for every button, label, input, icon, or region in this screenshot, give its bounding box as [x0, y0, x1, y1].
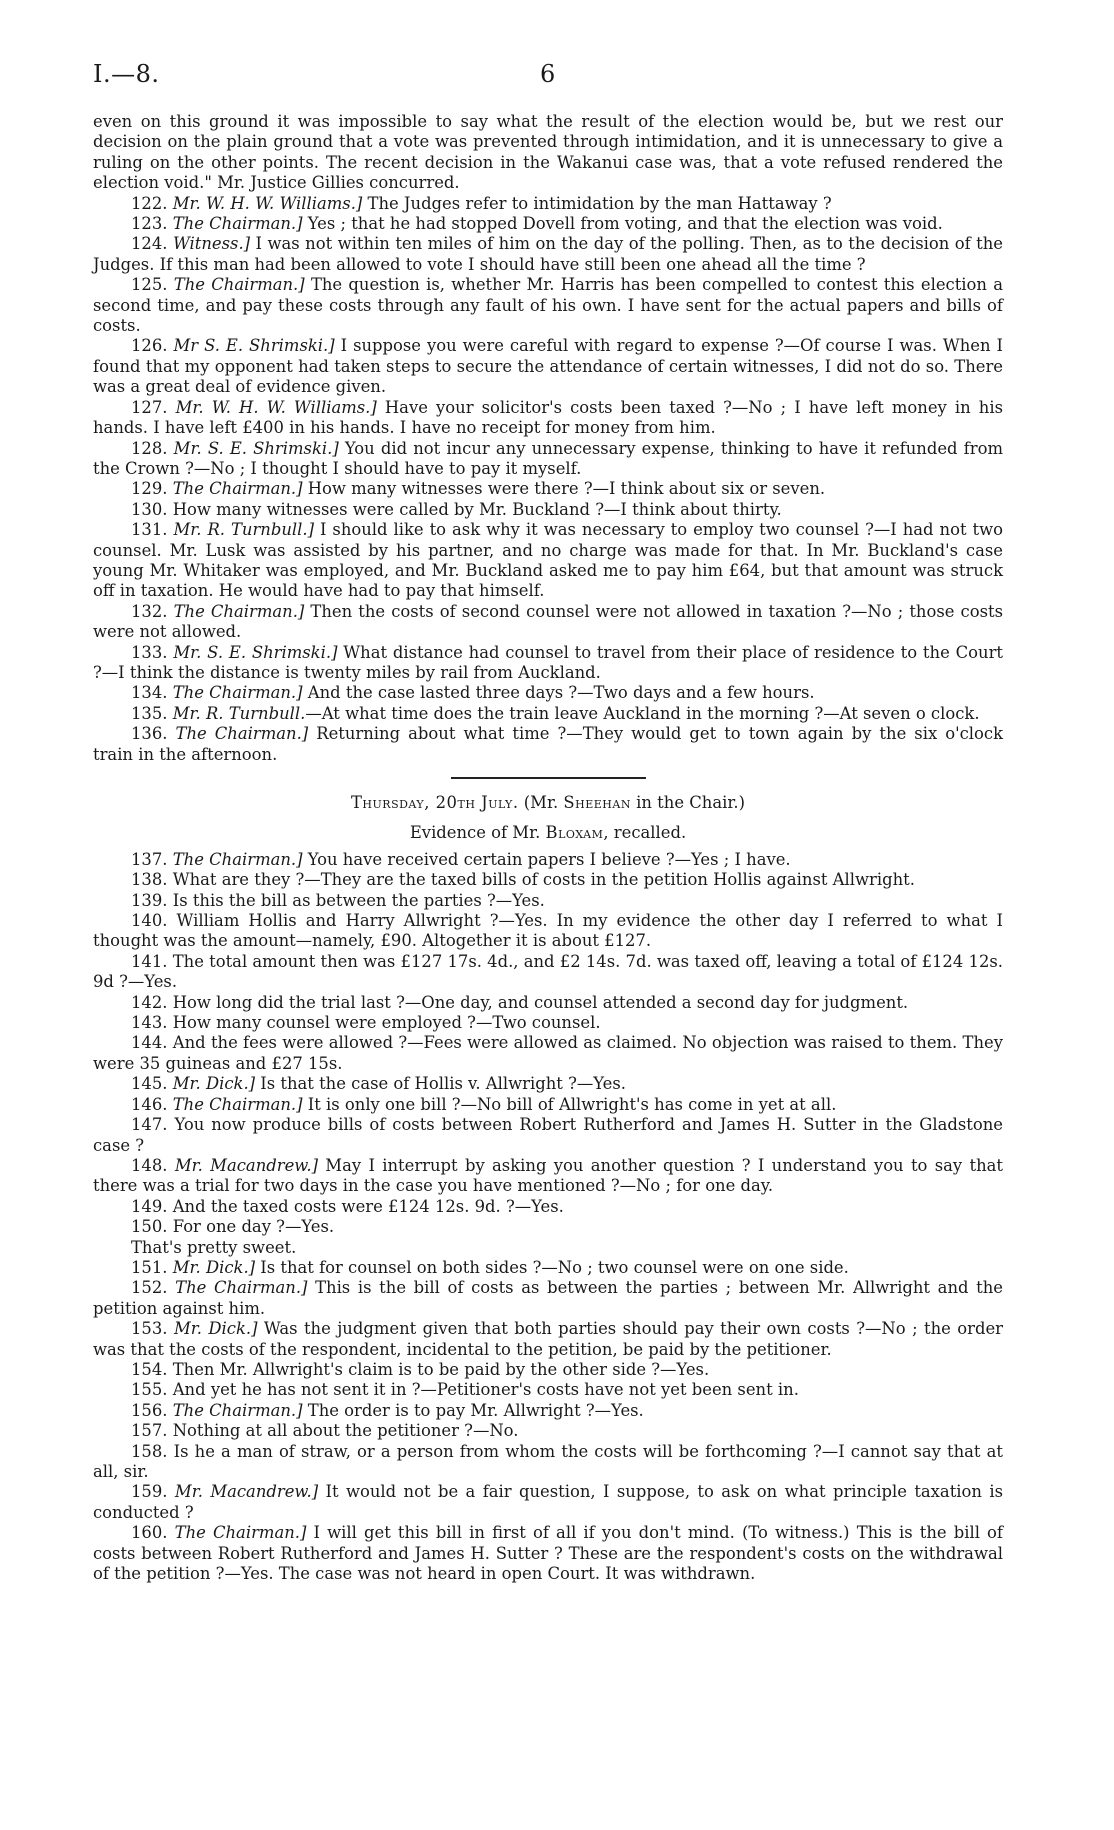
- evidence-suffix: , recalled.: [603, 823, 687, 843]
- speaker: Mr. W. H. W. Williams.]: [175, 397, 377, 417]
- evidence-paragraph: [93, 336, 1003, 397]
- question-number: 153.: [131, 1319, 168, 1339]
- evidence-paragraph: [93, 1258, 1003, 1278]
- question-number: 158.: [131, 1441, 168, 1461]
- evidence-paragraph: [93, 1156, 1003, 1197]
- evidence-paragraph: [93, 1278, 1003, 1319]
- paragraph-text: I suppose you were careful with regard to expense ?—Of course I was. When I found that my opponent had taken steps to secure the attendance of certain witnesses, I did not do so. There was a great deal of evidence given.: [93, 336, 1004, 397]
- question-number: 140.: [131, 911, 168, 931]
- question-number: 152.: [131, 1278, 168, 1298]
- date-day: Thursday: [351, 793, 425, 812]
- speaker: The Chairman.]: [172, 1400, 303, 1420]
- evidence-paragraph: [93, 993, 1003, 1013]
- evidence-paragraph: [93, 850, 1003, 870]
- speaker: The Chairman.]: [172, 683, 303, 703]
- evidence-paragraph: [93, 952, 1003, 993]
- evidence-paragraph: [93, 870, 1003, 890]
- question-number: 127.: [131, 397, 168, 417]
- evidence-paragraph: [93, 234, 1003, 275]
- evidence-heading: [93, 823, 1003, 843]
- evidence-paragraph: [93, 1401, 1003, 1421]
- evidence-paragraph: [93, 1421, 1003, 1441]
- paragraph-text: How many witnesses were called by Mr. Buckland ?—I think about thirty.: [172, 499, 782, 519]
- question-number: 138.: [131, 870, 168, 890]
- paragraph-text: That's pretty sweet.: [131, 1237, 297, 1257]
- paragraph-text: You now produce bills of costs between Robert Rutherford and James H. Sutter in the Gladstone case ?: [93, 1115, 1003, 1155]
- question-number: 157.: [131, 1421, 168, 1441]
- speaker: Mr. S. E. Shrimski.]: [173, 438, 339, 458]
- evidence-paragraph: [93, 479, 1003, 499]
- question-number: 147.: [131, 1115, 168, 1135]
- speaker: Mr S. E. Shrimski.]: [173, 336, 335, 356]
- question-number: 124.: [131, 234, 168, 254]
- evidence-paragraph: [93, 1319, 1003, 1360]
- question-number: 133.: [131, 642, 168, 662]
- evidence-paragraph: [93, 1095, 1003, 1115]
- paragraph-text: The order is to pay Mr. Allwright ?—Yes.: [302, 1400, 644, 1420]
- question-number: 132.: [131, 601, 168, 621]
- evidence-block-1: [93, 194, 1003, 765]
- paragraph-text: I should like to ask why it was necessary to employ two counsel ?—I had not two counsel. Mr. Lusk was assisted by his partner, and no charge was made for that. In Mr. Buckland's case young Mr. Whitaker was employed, and Mr. Buckland asked me to pay him £64, but that amount was struck off in taxation. He would have had to pay that himself.: [93, 520, 1003, 601]
- evidence-paragraph: [93, 398, 1003, 439]
- speaker: The Chairman.]: [173, 601, 305, 621]
- question-number: 126.: [131, 336, 168, 356]
- evidence-paragraph: [93, 1033, 1003, 1074]
- question-number: 154.: [131, 1359, 168, 1379]
- paragraph-text: And the case lasted three days ?—Two days and a few hours.: [302, 683, 815, 703]
- paragraph-text: What distance had counsel to travel from their place of residence to the Court ?—I think the distance is twenty miles by rail from Auckland.: [93, 642, 1003, 682]
- evidence-paragraph: [93, 724, 1003, 765]
- document-reference: I.—8.: [93, 60, 160, 88]
- witness-name: Bloxam: [545, 823, 604, 843]
- question-number: 136.: [131, 724, 168, 744]
- paragraph-text: William Hollis and Harry Allwright ?—Yes. In my evidence the other day I referred to what I thought was the amount—namely, £90. Altogether it is about £127.: [93, 911, 1003, 951]
- evidence-paragraph: [93, 643, 1003, 684]
- question-number: 134.: [131, 683, 168, 703]
- question-number: 137.: [131, 849, 168, 869]
- page-number: 6: [540, 60, 556, 88]
- evidence-paragraph: [93, 1197, 1003, 1217]
- question-number: 141.: [131, 951, 168, 971]
- question-number: 151.: [131, 1257, 168, 1277]
- question-number: 156.: [131, 1400, 168, 1420]
- paragraph-text: What are they ?—They are the taxed bills of costs in the petition Hollis against Allwright.: [172, 870, 915, 890]
- speaker: The Chairman.]: [172, 214, 303, 234]
- paragraph-text: Is that for counsel on both sides ?—No ; two counsel were on one side.: [255, 1257, 849, 1277]
- question-number: 135.: [131, 703, 168, 723]
- evidence-paragraph: [93, 1217, 1003, 1237]
- speaker: Mr. Dick.]: [172, 1074, 256, 1094]
- evidence-prefix: Evidence of Mr.: [409, 823, 546, 843]
- speaker: Mr. Dick.]: [172, 1257, 256, 1277]
- evidence-paragraph: [93, 683, 1003, 703]
- question-number: 123.: [131, 214, 168, 234]
- question-number: 159.: [131, 1482, 168, 1502]
- evidence-paragraph: [93, 891, 1003, 911]
- paragraph-text: It would not be a fair question, I suppose, to ask on what principle taxation is conducted ?: [93, 1482, 1003, 1522]
- date-date: , 20th July.: [424, 793, 519, 812]
- paragraph-text: And the taxed costs were £124 12s. 9d. ?—Yes.: [172, 1196, 564, 1216]
- paragraph-text: How many witnesses were there ?—I think about six or seven.: [302, 479, 826, 499]
- paragraph-text: The question is, whether Mr. Harris has been compelled to contest this election a second time, and pay these costs through any fault of his own. I have sent for the actual papers and bills of costs.: [93, 275, 1003, 336]
- paragraph-text: The total amount then was £127 17s. 4d., and £2 14s. 7d. was taxed off, leaving a total of £124 12s. 9d ?—Yes.: [93, 951, 1003, 992]
- question-number: 129.: [131, 479, 168, 499]
- speaker: Mr. Dick.]: [173, 1319, 258, 1339]
- evidence-paragraph: [93, 1074, 1003, 1094]
- paragraph-text: This is the bill of costs as between the parties ; between Mr. Allwright and the petition against him.: [93, 1278, 1003, 1318]
- evidence-paragraph: [93, 911, 1003, 952]
- date-heading: [93, 793, 1003, 813]
- chair-close: in the Chair.): [630, 793, 745, 812]
- evidence-paragraph: [93, 1380, 1003, 1400]
- paragraph-text: Nothing at all about the petitioner ?—No.: [172, 1421, 519, 1441]
- question-number: 122.: [131, 193, 168, 213]
- paragraph-text: Is this the bill as between the parties ?—Yes.: [172, 890, 545, 910]
- paragraph-text: And the fees were allowed ?—Fees were allowed as claimed. No objection was raised to them. They were 35 guineas and £27 15s.: [93, 1033, 1003, 1073]
- paragraph-text: And yet he has not sent it in ?—Petitioner's costs have not yet been sent in.: [172, 1380, 799, 1400]
- paragraph-text: You did not incur any unnecessary expense, thinking to have it refunded from the Crown ?—No ; I thought I should have to pay it myself.: [93, 438, 1003, 478]
- evidence-paragraph: [93, 1238, 1003, 1258]
- speaker: Mr. S. E. Shrimski.]: [173, 642, 338, 662]
- paragraph-text: Returning about what time ?—They would get to town again by the six o'clock train in the afternoon.: [93, 724, 1004, 764]
- speaker: Witness.]: [172, 234, 251, 254]
- paragraph-text: Have your solicitor's costs been taxed ?—No ; I have left money in his hands. I have left £400 in his hands. I have no receipt for money from him.: [93, 397, 1004, 438]
- evidence-paragraph: [93, 500, 1003, 520]
- evidence-paragraph: [93, 704, 1003, 724]
- speaker: The Chairman.]: [174, 1523, 307, 1543]
- question-number: 125.: [131, 275, 168, 295]
- paragraph-text: I was not within ten miles of him on the day of the polling. Then, as to the decision of the Judges. If this man had been allowed to vote I should have still been one ahead all the time ?: [93, 234, 1003, 274]
- evidence-paragraph: [93, 1013, 1003, 1033]
- question-number: 130.: [131, 499, 168, 519]
- paragraph-text: Was the judgment given that both parties should pay their own costs ?—No ; the order was that the costs of the respondent, incidental to the petition, be paid by the petitioner.: [93, 1319, 1004, 1359]
- question-number: 139.: [131, 890, 168, 910]
- paragraph-text: How many counsel were employed ?—Two counsel.: [172, 1013, 601, 1033]
- section-divider: [451, 777, 646, 779]
- speaker: Mr. R. Turnbull.: [172, 703, 306, 723]
- paragraph-text: How long did the trial last ?—One day, and counsel attended a second day for judgment.: [172, 992, 909, 1012]
- evidence-paragraph: [93, 1523, 1003, 1584]
- question-number: 144.: [131, 1033, 168, 1053]
- speaker: The Chairman.]: [172, 849, 303, 869]
- paragraph-text: Is he a man of straw, or a person from whom the costs will be forthcoming ?—I cannot say that at all, sir.: [93, 1441, 1004, 1481]
- speaker: Mr. Macandrew.]: [174, 1155, 318, 1175]
- paragraph-text: It is only one bill ?—No bill of Allwright's has come in yet at all.: [302, 1094, 837, 1114]
- question-number: 146.: [131, 1094, 168, 1114]
- paragraph-text: —At what time does the train leave Auckland in the morning ?—At seven o clock.: [305, 703, 980, 723]
- continuation-paragraph: even on this ground it was impossible to say what the result of the election would be, but we rest our decision on the plain ground that a vote was prevented through intimidation, and it is unnecessary to give a ruling on the other points. The recent decision in the Wakanui case was, that a vote refused rendered the election void." Mr. Justice Gillies concurred.: [93, 112, 1003, 193]
- speaker: The Chairman.]: [175, 724, 309, 744]
- paragraph-text: Then the costs of second counsel were not allowed in taxation ?—No ; those costs were not allowed.: [93, 601, 1004, 642]
- evidence-paragraph: [93, 275, 1003, 336]
- evidence-paragraph: [93, 1482, 1003, 1523]
- paragraph-text: The Judges refer to intimidation by the man Hattaway ?: [362, 193, 832, 213]
- paragraph-text: Yes ; that he had stopped Dovell from voting, and that the election was void.: [302, 214, 943, 234]
- evidence-paragraph: [93, 602, 1003, 643]
- paragraph-text: For one day ?—Yes.: [172, 1217, 335, 1237]
- question-number: 142.: [131, 992, 168, 1012]
- evidence-paragraph: [93, 439, 1003, 480]
- paragraph-text: Is that the case of Hollis v. Allwright ?—Yes.: [255, 1074, 626, 1094]
- speaker: The Chairman.]: [172, 1094, 303, 1114]
- paragraph-text: Then Mr. Allwright's claim is to be paid by the other side ?—Yes.: [172, 1359, 710, 1379]
- evidence-paragraph: [93, 214, 1003, 234]
- evidence-paragraph: [93, 1442, 1003, 1483]
- speaker: Mr. R. Turnbull.]: [173, 520, 314, 540]
- speaker: The Chairman.]: [172, 479, 303, 499]
- chair-name: Sheehan: [563, 793, 631, 812]
- evidence-block-2: [93, 850, 1003, 1585]
- paragraph-text: May I interrupt by asking you another question ? I understand you to say that there was a trial for two days in the case you have mentioned ?—No ; for one day.: [93, 1155, 1003, 1196]
- evidence-paragraph: [93, 1360, 1003, 1380]
- question-number: 128.: [131, 438, 168, 458]
- speaker: Mr. W. H. W. Williams.]: [172, 193, 363, 213]
- speaker: The Chairman.]: [175, 1278, 308, 1298]
- paragraph-text: I will get this bill in first of all if you don't mind. (To witness.) This is the bill of costs between Robert Rutherford and James H. Sutter ? These are the respondent's costs on the withdrawal of the petition ?—Yes. The case was not heard in open Court. It was withdrawn.: [93, 1523, 1003, 1584]
- paragraph-text: You have received certain papers I believe ?—Yes ; I have.: [302, 849, 791, 869]
- question-number: 131.: [131, 520, 168, 540]
- question-number: 149.: [131, 1196, 168, 1216]
- evidence-paragraph: [93, 520, 1003, 602]
- evidence-paragraph: [93, 1115, 1003, 1156]
- question-number: 145.: [131, 1074, 168, 1094]
- question-number: 148.: [131, 1155, 168, 1175]
- chair-open: (Mr.: [523, 793, 564, 812]
- question-number: 155.: [131, 1380, 168, 1400]
- speaker: The Chairman.]: [173, 275, 305, 295]
- question-number: 150.: [131, 1217, 168, 1237]
- question-number: 160.: [131, 1523, 168, 1543]
- question-number: 143.: [131, 1013, 168, 1033]
- evidence-paragraph: [93, 194, 1003, 214]
- document-body: [93, 112, 1003, 1584]
- speaker: Mr. Macandrew.]: [174, 1482, 319, 1502]
